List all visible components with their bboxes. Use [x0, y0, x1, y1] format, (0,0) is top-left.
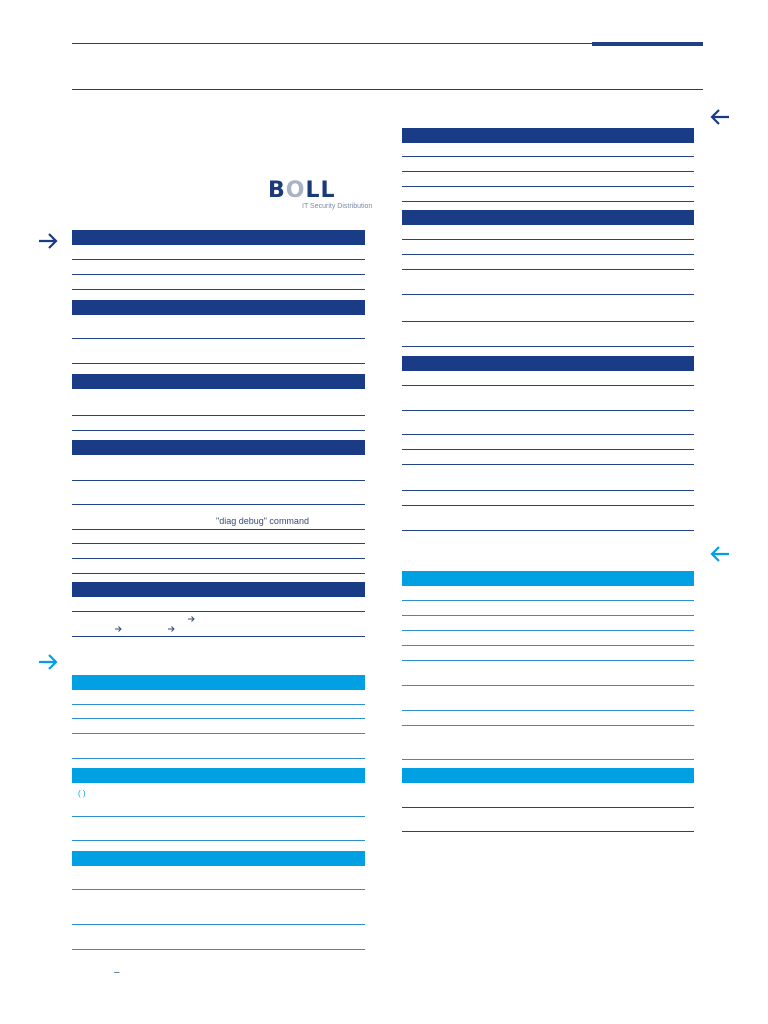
table-row-rule: [402, 201, 694, 202]
table-row-rule: [402, 321, 694, 322]
command-note: "diag debug" command: [216, 516, 309, 526]
arrow-right-icon[interactable]: [36, 229, 60, 253]
section-header-bar: [72, 440, 365, 455]
header-accent-bar: [592, 42, 703, 46]
table-row-rule: [402, 710, 694, 711]
table-row-rule: [72, 504, 365, 505]
menu-path-arrow-icon: [167, 625, 175, 633]
header-subrule: [72, 89, 703, 90]
table-row-rule: [72, 704, 365, 705]
table-row-rule: [402, 645, 694, 646]
table-row-rule: [402, 346, 694, 347]
logo-wordmark: BOLL: [268, 178, 336, 203]
table-row-rule: [72, 259, 365, 260]
table-row-rule: [72, 816, 365, 817]
table-row-rule: [72, 573, 365, 574]
table-row-rule: [72, 289, 365, 290]
table-row-rule: [72, 430, 365, 431]
menu-path-arrow-icon: [114, 625, 122, 633]
menu-path-arrow-icon: [187, 615, 195, 623]
table-row-rule: [72, 889, 365, 890]
table-row-rule: [402, 759, 694, 760]
table-row-rule: [72, 415, 365, 416]
table-row-rule: [402, 464, 694, 465]
table-row-rule: [72, 636, 365, 637]
table-row-rule: [72, 840, 365, 841]
table-row-rule: [402, 685, 694, 686]
footer-mark: –: [114, 967, 120, 978]
logo-tagline: IT Security Distribution: [302, 203, 373, 210]
section-header-bar: [402, 356, 694, 371]
table-row-rule: [72, 543, 365, 544]
section-header-bar: [72, 230, 365, 245]
table-row-rule: [402, 254, 694, 255]
table-row-rule: [72, 924, 365, 925]
section-header-bar: [72, 675, 365, 690]
section-header-bar: [72, 374, 365, 389]
section-header-bar: [72, 851, 365, 866]
table-row-rule: [72, 274, 365, 275]
section-header-bar: [72, 300, 365, 315]
table-row-rule: [402, 807, 694, 808]
arrow-left-icon[interactable]: [708, 105, 732, 129]
section-header-bar: [402, 210, 694, 225]
table-row-rule: [72, 949, 365, 950]
section-header-bar: [402, 128, 694, 143]
table-row-rule: [402, 156, 694, 157]
section-header-bar: [72, 768, 365, 783]
table-row-rule: [402, 831, 694, 832]
table-row-rule: [402, 385, 694, 386]
table-row-rule: [402, 449, 694, 450]
table-row-rule: [402, 269, 694, 270]
cell-mark: ( ): [78, 789, 86, 798]
table-row-rule: [72, 733, 365, 734]
table-row-rule: [402, 410, 694, 411]
table-row-rule: [402, 239, 694, 240]
boll-logo: [268, 178, 373, 214]
table-row-rule: [402, 660, 694, 661]
section-header-bar: [402, 571, 694, 586]
section-header-bar: [402, 768, 694, 783]
table-row-rule: [402, 171, 694, 172]
table-row-rule: [402, 505, 694, 506]
table-row-rule: [72, 558, 365, 559]
table-row-rule: [72, 718, 365, 719]
section-header-bar: [72, 582, 365, 597]
table-row-rule: [72, 338, 365, 339]
table-row-rule: [72, 529, 365, 530]
table-row-rule: [402, 600, 694, 601]
table-row-rule: [72, 363, 365, 364]
table-row-rule: [402, 490, 694, 491]
arrow-left-icon[interactable]: [708, 542, 732, 566]
table-row-rule: [72, 758, 365, 759]
table-row-rule: [402, 434, 694, 435]
arrow-right-icon[interactable]: [36, 650, 60, 674]
table-row-rule: [402, 630, 694, 631]
table-row-rule: [402, 725, 694, 726]
table-row-rule: [402, 186, 694, 187]
table-row-rule: [72, 611, 365, 612]
table-row-rule: [402, 615, 694, 616]
table-row-rule: [72, 480, 365, 481]
table-row-rule: [402, 530, 694, 531]
table-row-rule: [402, 294, 694, 295]
